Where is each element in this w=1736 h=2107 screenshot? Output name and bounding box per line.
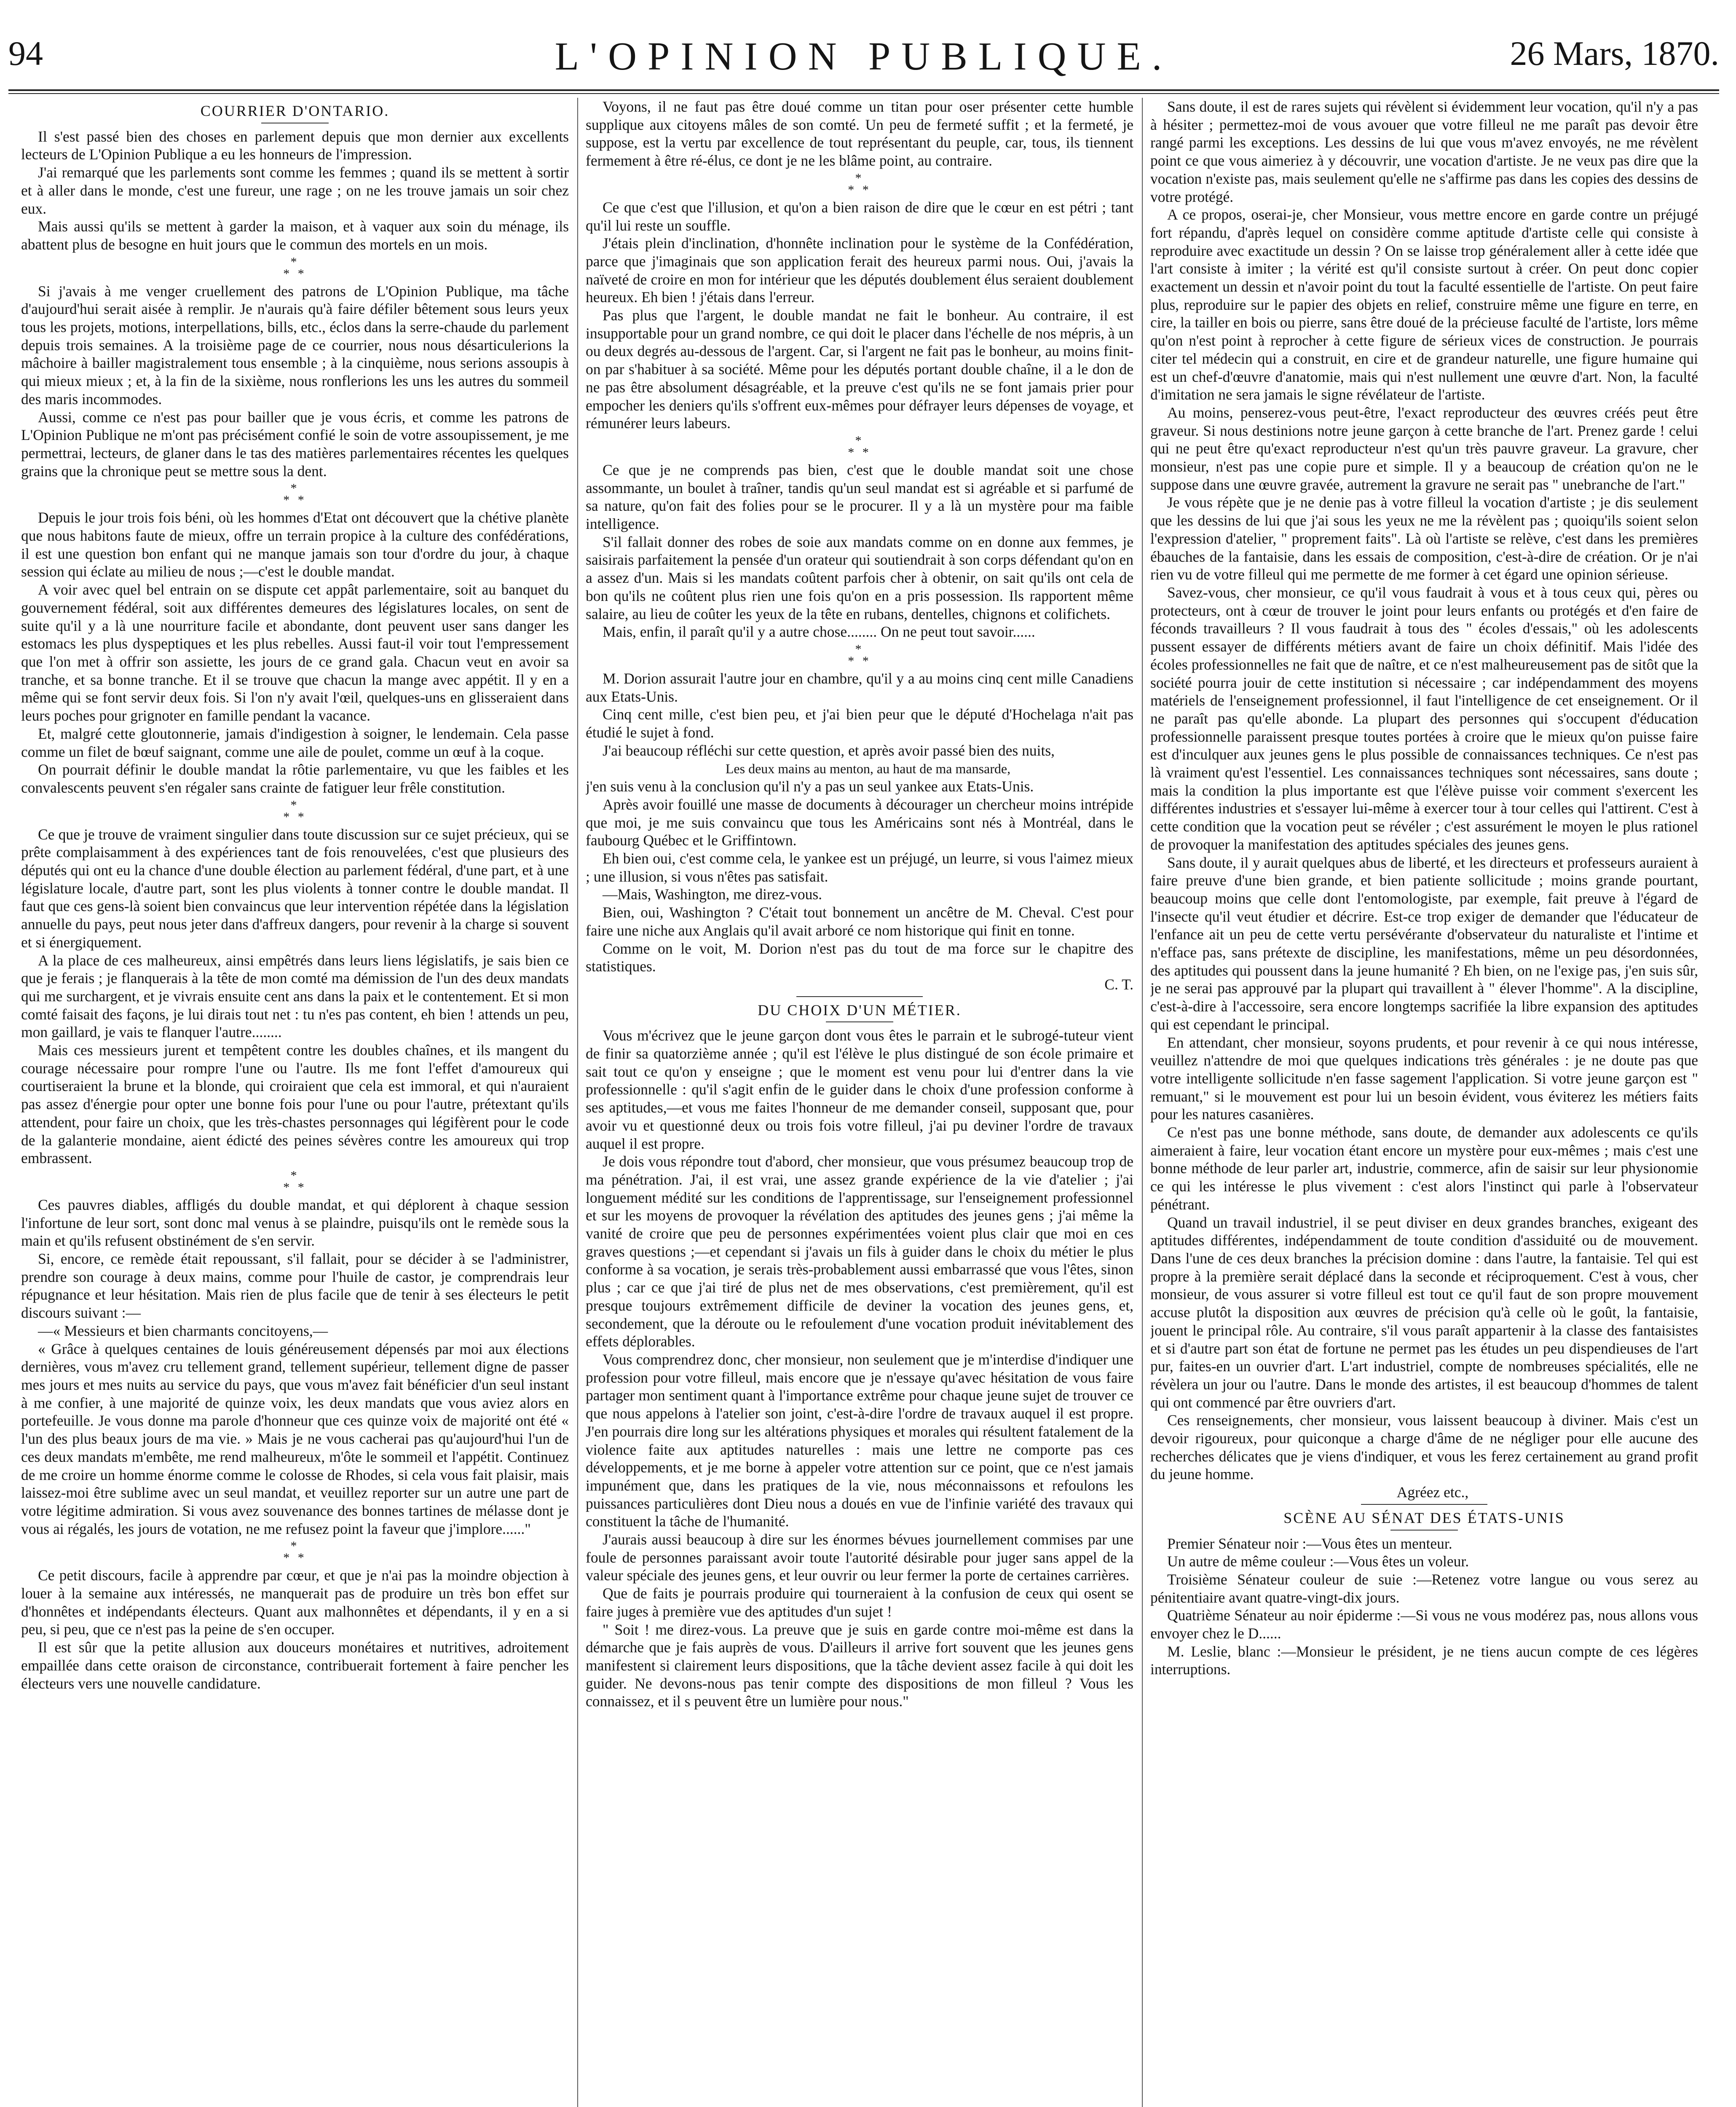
paragraph: Comme on le voit, M. Dorion n'est pas du tout de ma force sur le chapitre des statistiques. [586, 940, 1133, 975]
asterism-separator: * * * [848, 171, 871, 197]
paragraph: j'en suis venu à la conclusion qu'il n'y a pas un seul yankee aux Etats-Unis. [586, 778, 1034, 795]
column-1 [21, 98, 569, 2107]
paragraph: Ce que c'est que l'illusion, et qu'on a bien raison de dire que le cœur en est pétri ; tant qu'il lui reste un souffle. [586, 198, 1133, 234]
paragraph: Vous m'écrivez que le jeune garçon dont vous êtes le parrain et le subrogé-tuteur vient de finir sa quatorzième année ; qu'il est l'élève le plus distingué de son école primaire et sait tout ce qu'on y enseigne ; que le moment est venu pour lui d'entrer dans la vie professionnelle : qu'il s'agit enfin de le guider dans le choix d'une profession conforme à ses aptitudes,—et vous me faites l'honneur de me demander conseil, supposant que, pour avoir vu et questionné deux ou trois fois votre filleul, j'ai pu deviner l'ordre de travaux auquel il est propre. [586, 1027, 1133, 1152]
paragraph: Bien, oui, Washington ? C'était tout bonnement un ancêtre de M. Cheval. C'est pour faire une niche aux Anglais qu'il avait arboré ce nom historique qui finit en tonne. [586, 904, 1133, 939]
paragraph: On pourrait définir le double mandat la rôtie parlementaire, vu que les faibles et les convalescents peuvent s'en régaler sans crainte de fatiguer leur frêle constitution. [21, 761, 569, 796]
paragraph: Il s'est passé bien des choses en parlement depuis que mon dernier aux excellents lecteurs de L'Opinion Publique a eu les honneurs de l'impression. [21, 128, 569, 163]
heading-rule [1390, 1530, 1458, 1531]
verse-line: Les deux mains au menton, au haut de ma mansarde, [725, 761, 1011, 776]
asterism-separator: * * * [283, 1168, 307, 1194]
paragraph: « Grâce à quelques centaines de louis généreusement dépensés par moi aux élections dernières, vous m'avez cru tellement grand, tellement supérieur, tellement digne de passer mes jours et mes nuits au service du pays, que vous m'avez fait bénéficier d'un seul instant à me confier, à une majorité de quinze voix, les deux mandats que vous aviez alors en portefeuille. Je vous donne ma parole d'honneur que ces quinze voix de majorité ont été « l'un des plus beaux jours de ma vie. » Mais je ne vous cacherai pas qu'aujourd'hui l'un de ces deux mandats m'embête, me rend malheureux, m'ôte le sommeil et l'appétit. Continuez de me croire un homme énorme comme le colosse de Rhodes, si cela vous fait plaisir, mais laissez-moi être sublime avec un seul mandat, et veuillez reporter sur un autre une part de votre légitime admiration. Si vous avez souvenance des bonnes tartines de mélasse dont je vous ai régalés, les jours de votation, ne me refusez point la faveur que j'implore......" [21, 1340, 569, 1537]
paragraph: " Soit ! me direz-vous. La preuve que je suis en garde contre moi-même est dans la démarche que je fais auprès de vous. D'ailleurs il arrive fort souvent que les jeunes gens manifestent si clairement leurs dispositions, que la tâche devient assez facile à qui doit les guider. Ne devons-nous pas tenir compte des dispositions de mon filleul ? Vous les connaissez, et il s peuvent être un lumière pour nous." [586, 1621, 1133, 1710]
paragraph: Il est sûr que la petite allusion aux douceurs monétaires et nutritives, adroitement empaillée dans cette oraison de circonstance, contribuerait fortement à faire pencher les électeurs vers une nouvelle candidature. [21, 1639, 569, 1692]
paragraph: Je dois vous répondre tout d'abord, cher monsieur, que vous présumez beaucoup trop de ma pénétration. J'ai, il est vrai, une assez grande expérience de la vie d'atelier ; j'ai longuement médité sur les conditions de l'apprentissage, sur l'enseignement professionnel et sur les moyens de provoquer la révélation des aptitudes des jeunes gens ; j'ai même la vanité de croire que peu de personnes expérimentées voient plus clair que moi en ces graves questions ;—et cependant si j'avais un fils à guider dans le choix du métier le plus conforme à sa vocation, je serais très-probablement aussi embarrassé que vous l'êtes, sinon plus ; car ce que j'ai tiré de plus net de mes observations, c'est premièrement, qu'il est presque toujours extrêmement difficile de deviner la vocation des jeunes gens, et, secondement, que la déroute ou le refoulement d'une vocation produit inévitablement des effets déplorables. [586, 1153, 1133, 1350]
asterism-separator: * * * [848, 433, 871, 459]
newspaper-title: L'OPINION PUBLIQUE. [555, 35, 1173, 78]
asterism-separator: * * * [283, 798, 307, 824]
paragraph: Vous comprendrez donc, cher monsieur, non seulement que je m'interdise d'indiquer une profession pour votre filleul, mais encore que je n'essaye qu'avec hésitation de vous faire partager mon sentiment quant à l'importance extrême pour chaque jeune sujet de trouver ce que nous appelons à l'atelier son joint, c'est-à-dire l'ordre de travaux auquel il est propre. J'en pourrais dire long sur les altérations physiques et morales qui résultent fatalement de la violence faite aux aptitudes naturelles : mais une lettre ne comporte pas ces développements, et je me borne à appeler votre attention sur ce point, que ce n'est jamais impunément que, dans les pratiques de la vie, nous méconnaissons et refoulons les puissances particulières dont Dieu nous a doués en vue de l'infinie variété des travaux qui constituent la tâche de l'humanité. [586, 1351, 1133, 1530]
column-divider [1142, 98, 1143, 2107]
paragraph: Ce que je trouve de vraiment singulier dans toute discussion sur ce sujet précieux, qui se prête complaisamment à des expériences tant de fois renouvelées, c'est que plusieurs des députés qui ont eu la chance d'une double élection au parlement fédéral, d'une part, et à une législature locale, d'autre part, sont les plus violents à tonner contre le double mandat. Il faut que ces gens-là soient bien convaincus que leur intervention répétée dans la législation annuelle du pays, peut nous jeter dans d'affreux dangers, pour revenir à la charge si souvent et si énergiquement. [21, 826, 569, 951]
dialogue-line: M. Leslie, blanc :—Monsieur le président, je ne tiens aucun compte de ces légères interruptions. [1150, 1643, 1698, 1678]
closing-salutation: Agréez etc., [1396, 1484, 1469, 1501]
paragraph: A la place de ces malheureux, ainsi empêtrés dans leurs liens législatifs, je sais bien ce que je ferais ; je flanquerais à la tête de mon comté ma démission de l'un des deux mandats qui me surchargent, et je vivrais ensuite cent ans dans la paix et le contentement. Et si mon comté faisait des façons, je lui dirais tout net : tu n'es pas content, eh bien ! attends un peu, mon gaillard, je vais te flanquer l'autre........ [21, 952, 569, 1041]
paragraph: M. Dorion assurait l'autre jour en chambre, qu'il y a au moins cinq cent mille Canadiens aux Etats-Unis. [586, 670, 1133, 705]
section-rule [796, 996, 923, 997]
paragraph: Si, encore, ce remède était repoussant, s'il fallait, pour se décider à se l'administrer, prendre son courage à deux mains, comme pour l'huile de castor, je comprendrais leur répugnance et leur hésitation. Mais rien de plus facile que de tenir à ses électeurs le petit discours suivant :— [21, 1250, 569, 1322]
article-heading-metier: DU CHOIX D'UN MÉTIER. [758, 1001, 962, 1019]
paragraph: Ce petit discours, facile à apprendre par cœur, et que je n'ai pas la moindre objection à louer à la semaine aux intéressés, ne manquerait pas de produire un très bon effet sur d'honnêtes et indépendants électeurs. Quant aux malhonnêtes et dépendants, il y en a si peu, si peu, que ce n'est pas la peine de s'en occuper. [21, 1567, 569, 1638]
paragraph: Savez-vous, cher monsieur, ce qu'il vous faudrait à vous et à tous ceux qui, pères ou protecteurs, ont à cœur de trouver le joint pour leurs enfants ou protégés et d'en faire de féconds travailleurs ? Il vous faudrait à tous des " écoles d'essais," où les adolescents pussent essayer de différents métiers avant de faire un choix définitif. Mais l'idée des écoles professionnelles ne fait que de naître, et ce n'est malheureusement pas de sitôt que la société pourra jouir de cette institution si nécessaire ; car indépendamment des moyens matériels de l'enseignement professionnel, il faut l'intelligence de cet enseignement. Or il ne paraît pas qu'elle abonde. La plupart des personnes qui s'occupent d'éducation professionnelle paraissent presque toutes portées à croire que le mieux qu'on puisse faire est d'inculquer aux jeunes gens le plus possible de connaissances techniques. Ce n'est pas là vraiment qu'est l'essentiel. Les connaissances techniques sont nécessaires, sans doute ; mais la condition la plus importante est que l'élève puisse voir comment s'exercent les différentes industries et s'essayer lui-même à exercer tour à tour celles qui l'attirent. C'est à cette condition que la vocation peut se révéler ; c'est assurément le moyen le plus rationel de provoquer la manifestation des aptitudes spéciales des jeunes gens. [1150, 584, 1698, 853]
article-heading-courrier: COURRIER D'ONTARIO. [200, 102, 390, 119]
article-heading-senat: SCÈNE AU SÉNAT DES ÉTATS-UNIS [1283, 1509, 1565, 1526]
paragraph: Pas plus que l'argent, le double mandat ne fait le bonheur. Au contraire, il est insupportable pour un grand nombre, ce qui doit le placer dans l'échelle de nos mépris, à un ou deux degrés au-dessous de l'argent. Car, si l'argent ne fait pas le bonheur, au moins finit-on par s'habituer à sa société. Même pour les députés portant double chaîne, il a le don de ne pas être absolument désagréable, et la preuve c'est qu'ils ne se font jamais prier pour empocher les deniers qu'ils s'offrent eux-mêmes pour défrayer leurs dépenses de voyage, et rémunérer leurs labeurs. [586, 307, 1133, 432]
paragraph: Voyons, il ne faut pas être doué comme un titan pour oser présenter cette humble supplique aux citoyens mâles de son comté. Un peu de fermeté suffit ; et la fermeté, je suppose, est la vertu par excellence de tout représentant du peuple, car, tous, ils tiennent fermement à être ré-élus, ce dont je ne les blâme point, au contraire. [586, 98, 1133, 169]
paragraph: Ces pauvres diables, affligés du double mandat, et qui déplorent à chaque session l'infortune de leur sort, sont donc mal venus à se plaindre, puisqu'ils ont le remède sous la main et qu'ils refusent obstinément de s'en servir. [21, 1196, 569, 1249]
paragraph: J'ai beaucoup réfléchi sur cette question, et après avoir passé bien des nuits, [603, 742, 1055, 759]
paragraph: J'aurais aussi beaucoup à dire sur les énormes bévues journellement commises par une foule de personnes paraissant avoir toute l'autorité désirable pour juger sans appel de la valeur spéciale des jeunes gens, et leur ouvrir ou leur fermer la porte de certaines carrières. [586, 1531, 1133, 1584]
paragraph: Cinq cent mille, c'est bien peu, et j'ai bien peur que le député d'Hochelaga n'ait pas étudié le sujet à fond. [586, 706, 1133, 741]
paragraph: Aussi, comme ce n'est pas pour bailler que je vous écris, et comme les patrons de L'Opinion Publique ne m'ont pas précisément confié le soin de votre assoupissement, je me permettrai, lecteurs, de glaner dans le tas des matières parlementaires récentes les quelques grains que la chronique peut se mettre sous la dent. [21, 408, 569, 480]
paragraph: Après avoir fouillé une masse de documents à décourager un chercheur moins intrépide que moi, je me suis convaincu que tous les Américains sont nés à Montréal, dans le faubourg Québec et le Griffintown. [586, 796, 1133, 849]
page-number: 94 [8, 34, 43, 72]
paragraph: Ce que je ne comprends pas bien, c'est que le double mandat soit une chose assommante, un boulet à traîner, tandis qu'un seul mandat est si agréable et si parfumé de sa nature, qu'on fait des folies pour se le procurer. Il y a là un mystère pour ma faible intelligence. [586, 461, 1133, 533]
paragraph: A ce propos, oserai-je, cher Monsieur, vous mettre encore en garde contre un préjugé fort répandu, d'après lequel on considère comme aptitude d'artiste celle qui consiste à reproduire avec exactitude un dessin ? On se laisse trop généralement aller à cette idée que l'art consiste à imiter ; la vérité est qu'il consiste surtout à créer. On peut donc copier exactement un dessin et n'avoir point du tout la faculté essentielle de l'artiste. On peut faire plus, reproduire sur le papier des objets en relief, construire même une figure en terre, en cire, la tailler en bois ou pierre, sans être doué de la précieuse faculté de l'artiste, lors même qu'on n'est point à reprocher à cette figure de sérieux vices de construction. Je pourrais citer tel médecin qui a construit, en cire et de grandeur naturelle, une figure humaine qui est un chef-d'œuvre d'anatomie, mais qui n'est nullement une œuvre d'art. Non, la faculté d'imitation ne sera jamais le signe révélateur de l'artiste. [1150, 206, 1698, 403]
column-2 [586, 98, 1133, 2107]
dialogue-line: Premier Sénateur noir :—Vous êtes un menteur. [1167, 1535, 1452, 1552]
paragraph: A voir avec quel bel entrain on se dispute cet appât parlementaire, soit au banquet du gouvernement fédéral, soit aux différentes demeures des législatures locales, on sent de suite qu'il y a là une nourriture facile et abondante, dont peuvent user sans danger les estomacs les plus dyspeptiques et les plus rebelles. Aussi faut-il voir tout l'empressement que l'on met à offrir son assiette, les jours de ce grand gala. Chacun veut en avoir sa tranche, et sa bonne tranche. Et il se trouve que chacun la mange avec appétit. Il y en a même qui se font servir deux fois. Si l'on n'y avait l'œil, quelques-uns en glisseraient dans leurs poches pour grignoter en famille pendant la vacance. [21, 581, 569, 724]
paragraph: Mais, enfin, il paraît qu'il y a autre chose........ On ne peut tout savoir...... [603, 623, 1035, 641]
paragraph: Depuis le jour trois fois béni, où les hommes d'Etat ont découvert que la chétive planète que nous habitons faute de mieux, offre un terrain propice à la culture des confédérations, il est une question bon enfant qui ne manque jamais son tour d'ordre du jour, à chaque session qui éclate au milieu de nous ;—c'est le double mandat. [21, 509, 569, 580]
masthead-rule [8, 89, 1719, 94]
column-3 [1150, 98, 1698, 2107]
paragraph: —Mais, Washington, me direz-vous. [603, 886, 822, 903]
paragraph: Si j'avais à me venger cruellement des patrons de L'Opinion Publique, ma tâche d'aujourd'hui serait aisée à remplir. Je n'aurais qu'à faire défiler bêtement sous leurs yeux tous les projets, motions, interpellations, bills, etc., éclos dans la serre-chaude du parlement depuis trois semaines. A la troisième page de ce courrier, nous nous désarticulerions la mâchoire à bailler magistralement tous ensemble ; à la cinquième, nous serions assoupis à qui mieux mieux ; et, à la fin de la sixième, nous ronflerions les uns les autres du sommeil des maris incommodes. [21, 282, 569, 407]
paragraph: —« Messieurs et bien charmants concitoyens,— [38, 1322, 328, 1339]
paragraph: Eh bien oui, c'est comme cela, le yankee est un préjugé, un leurre, si vous l'aimez mieux ; une illusion, si vous n'êtes pas satisfait. [586, 850, 1133, 885]
heading-rule [826, 1021, 893, 1022]
column-divider [577, 98, 578, 2107]
masthead [8, 34, 1719, 84]
dialogue-line: Quatrième Sénateur au noir épiderme :—Si vous ne vous modérez pas, nous allons vous envoyer chez le D...... [1150, 1607, 1698, 1642]
paragraph: Quand un travail industriel, il se peut diviser en deux grandes branches, exigeant des aptitudes différentes, indépendamment de toute condition d'assiduité ou de mouvement. Dans l'une de ces deux branches la précision domine : dans l'autre, la fantaisie. Tel qui est propre à la première serait déplacé dans la seconde et réciproquement. C'est à vous, cher monsieur, de vous assurer si votre filleul est tout ce qu'il faut de son propre mouvement accuse plutôt la disposition aux œuvres de précision qu'à celle où le goût, la fantaisie, jouent le principal rôle. Au contraire, s'il vous paraît appartenir à la classe des fantaisistes et si d'autre part son état de fortune ne permet pas les études un peu dispendieuses de l'art pur, faites-en un ouvrier d'art. L'art industriel, compte de nombreuses spécialités, elle ne révèlera un jour ou l'autre. Dans le monde des artistes, il est beaucoup d'hommes de talent qui ont commencé par être ouvriers d'art. [1150, 1214, 1698, 1411]
paragraph: J'étais plein d'inclination, d'honnête inclination pour le système de la Confédération, parce que j'imaginais que son application ferait des heureux parmi nous. Oui, j'avais la naïveté de croire en mon for intérieur que les députés doublement élus seraient doublement heureux. Eh bien ! j'étais dans l'erreur. [586, 235, 1133, 306]
paragraph: Que de faits je pourrais produire qui tourneraient à la confusion de ceux qui osent se faire juges à première vue des aptitudes d'un sujet ! [586, 1585, 1133, 1620]
paragraph: Sans doute, il est de rares sujets qui révèlent si évidemment leur vocation, qu'il n'y a pas à hésiter ; permettez-moi de vous avouer que votre filleul ne me paraît pas devoir être rangé parmi les exceptions. Les dessins de lui que vous m'avez envoyés, ne me révèlent point ce que vous aimeriez à y découvrir, une vocation d'artiste. Je ne veux pas dire que la vocation n'existe pas, mais seulement qu'elle ne s'affirme pas dans les copies des dessins de votre protégé. [1150, 98, 1698, 205]
paragraph: En attendant, cher monsieur, soyons prudents, et pour revenir à ce qui nous intéresse, veuillez n'attendre de moi que quelques indications très générales : je ne doute pas que votre intelligente sollicitude n'en fasse sagement l'application. Si votre jeune garçon est " remuant," si le mouvement est pour lui un besoin évident, vous éviterez les métiers faits pour les natures casanières. [1150, 1034, 1698, 1123]
dialogue-line: Un autre de même couleur :—Vous êtes un voleur. [1167, 1553, 1469, 1570]
paragraph: Mais aussi qu'ils se mettent à garder la maison, et à vaquer aux soin du ménage, ils abattent plus de besogne en huit jours que le commun des mortels en un mois. [21, 218, 569, 253]
asterism-separator: * * * [848, 642, 871, 668]
paragraph: Ce n'est pas une bonne méthode, sans doute, de demander aux adolescents ce qu'ils aimeraient à faire, leur vocation étant encore un mystère pour eux-mêmes ; mais c'est une bonne méthode de leur parler art, industrie, commerce, afin de saisir sur leur physionomie ce qui les intéresse le plus vivement : c'est alors l'instinct qui parle à l'observateur pénétrant. [1150, 1124, 1698, 1213]
issue-date: 26 Mars, 1870. [1510, 34, 1719, 72]
paragraph: Je vous répète que je ne denie pas à votre filleul la vocation d'artiste ; je dis seulement que les dessins de lui que j'ai sous les yeux ne me la révèlent pas ; quoiqu'ils soient selon l'expression d'atelier, " proprement faits". Là où l'artiste se relève, c'est dans les premières ébauches de la fantaisie, dans les essais de composition, c'est-à-dire de création. Or je n'ai rien vu de votre filleul qui me permette de me former à cet égard une opinion sérieuse. [1150, 494, 1698, 583]
paragraph: J'ai remarqué que les parlements sont comme les femmes ; quand ils se mettent à sortir et à aller dans le monde, c'est une fureur, une rage ; on ne les trouve jamais un soir chez eux. [21, 164, 569, 217]
paragraph: Ces renseignements, cher monsieur, vous laissent beaucoup à diviner. Mais c'est un devoir rigoureux, pour quiconque a charge d'âme de ne négliger pour elle aucune des recherches délicates que je viens d'indiquer, et vous les ferez certainement au grand profit du jeune homme. [1150, 1412, 1698, 1483]
paragraph: Au moins, penserez-vous peut-être, l'exact reproducteur des œuvres créés peut être graveur. Si nous destinions notre jeune garçon à cette branche de l'art. Prenez garde ! celui qui ne peut être qu'exact reproducteur n'est qu'un très pauvre graveur. La gravure, cher monsieur, n'est pas une copie pure et simple. Il y a beaucoup de création qu'on ne le suppose dans une œuvre gravée, autrement la gravure ne serait pas " unebranche de l'art." [1150, 404, 1698, 493]
paragraph: Et, malgré cette gloutonnerie, jamais d'indigestion à soigner, le lendemain. Cela passe comme un filet de bœuf saignant, comme une aile de poulet, comme un œuf à la coque. [21, 725, 569, 760]
asterism-separator: * * * [283, 255, 307, 281]
section-rule [1361, 1504, 1487, 1505]
paragraph: Mais ces messieurs jurent et tempêtent contre les doubles chaînes, et ils mangent du courage nécessaire pour rompre l'une ou l'autre. Ils me font l'effet d'amoureux qui courtiseraient la brune et la blonde, qui croiraient que cela est immoral, et qui n'auraient pas assez d'énergie pour opter une bonne fois pour l'une ou pour l'autre, prétextant qu'ils attendent, pour faire un choix, que les très-chastes personnages qui légifèrent pour le code de la galanterie mondaine, aient édicté des peines sévères contre les amoureux qui trop embrassent. [21, 1042, 569, 1167]
asterism-separator: * * * [283, 1539, 307, 1565]
dialogue-line: Troisième Sénateur couleur de suie :—Retenez votre langue ou vous serez au pénitentiaire avant quatre-vingt-dix jours. [1150, 1571, 1698, 1606]
asterism-separator: * * * [283, 481, 307, 507]
article-signature: C. T. [1104, 976, 1133, 993]
paragraph: Sans doute, il y aurait quelques abus de liberté, et les directeurs et professeurs auraient à faire preuve d'une bien grande, et bien patiente sollicitude ; moins grande pourtant, beaucoup moins que celle dont l'entomologiste, par exemple, fait preuve à l'égard de l'insecte qu'il veut étudier et décrire. Est-ce trop exiger de demander que l'éducateur de l'enfance ait un peu de cette vertu persévérante d'observateur du naturaliste et l'intime et n'efface pas, sans prétexte de discipline, les manifestations, même un peu désordonnées, des aptitudes qui poussent dans la jeune humanité ? Eh bien, on ne l'exige pas, j'en suis sûr, je ne serai pas approuvé par la plupart qui travaillent à " élever l'homme". A la discipline, c'est-à-dire à l'accessoire, sera encore longtemps sacrifiée la libre expansion des aptitudes qui est cependant le principal. [1150, 854, 1698, 1033]
paragraph: S'il fallait donner des robes de soie aux mandats comme on en donne aux femmes, je saisirais parfaitement la pensée d'un orateur qui soutiendrait à son corps défendant qu'on en a assez d'un. Mais si les mandats coûtent parfois cher à obtenir, on sait qu'ils ont cela de bon qu'ils ne coûtent plus rien une fois qu'on en a pris possession. Ils rapportent même salaire, au lieu de coûter les yeux de la tête en rubans, dentelles, chignons et colifichets. [586, 533, 1133, 622]
